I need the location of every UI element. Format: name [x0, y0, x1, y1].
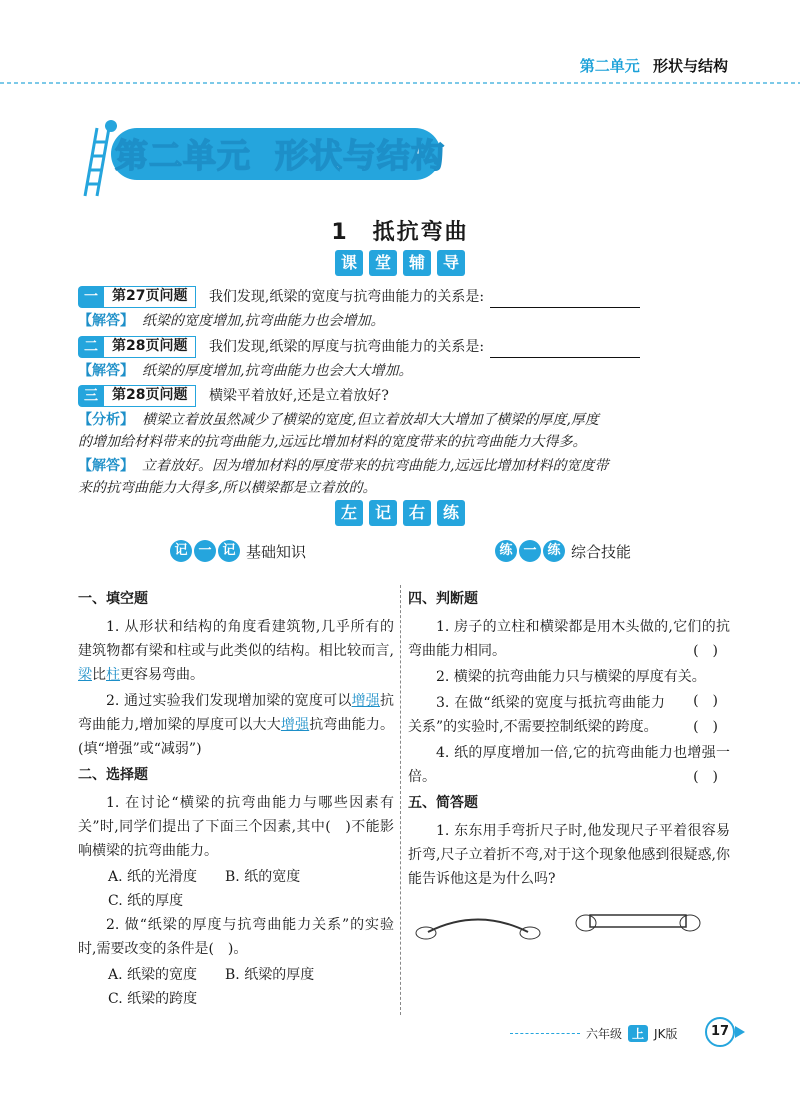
header-rule	[0, 82, 800, 84]
judge-3: 3. 在做“纸梁的宽度与抵抗弯曲能力关系”的实验时,不需要控制纸梁的跨度。 ( )	[408, 691, 730, 739]
answer-paren: ( )	[693, 769, 718, 785]
short-answer-heading: 五、简答题	[408, 795, 478, 811]
q3-analysis-tag: 【分析】	[78, 412, 134, 428]
choice-heading: 二、选择题	[78, 767, 148, 783]
q3-answer-1: 立着放好。因为增加材料的厚度带来的抗弯曲能力,远远比增加材料的宽度带	[142, 458, 609, 474]
ruler-figures	[408, 897, 730, 947]
right-section-header	[495, 540, 631, 562]
pill-char: 一	[194, 540, 216, 562]
choice-2-options-a: A. 纸梁的宽度 B. 纸梁的厚度	[108, 967, 315, 983]
short-answer-1: 1. 东东用手弯折尺子时,他发现尺子平着很容易折弯,尺子立着折不弯,对于这个现象他感到很疑惑,你能告诉他这是为什么吗?	[408, 823, 730, 887]
choice-1-options-b: C. 纸的厚度	[108, 893, 184, 909]
badge-char: 辅	[403, 250, 431, 276]
pill-char: 一	[519, 540, 541, 562]
fill-answer: 梁	[78, 667, 92, 683]
answer-paren: ( )	[693, 719, 718, 735]
running-head	[580, 55, 728, 76]
footer-term: 上	[628, 1025, 648, 1042]
q1-text: 我们发现,纸梁的宽度与抗弯曲能力的关系是:	[208, 289, 485, 305]
jiyiji-pill	[170, 540, 240, 562]
choice-2: 2. 做“纸梁的厚度与抗弯曲能力关系”的实验时,需要改变的条件是( )。	[78, 917, 394, 957]
right-section-label: 综合技能	[571, 542, 632, 561]
q3-analysis-line-2	[78, 431, 730, 453]
badge-char: 堂	[369, 250, 397, 276]
fill-in-1: 1. 从形状和结构的角度看建筑物,几乎所有的建筑物都有梁和柱或与此类似的结构。相比较而言,梁比柱更容易弯曲。	[78, 619, 394, 683]
footer	[510, 1025, 677, 1042]
q3-answer-line-2	[78, 477, 730, 499]
judge-1: 1. 房子的立柱和横梁都是用木头做的,它们的抗弯曲能力相同。 ( )	[408, 615, 730, 663]
q3-header	[78, 385, 196, 407]
fill-in-heading: 一、填空题	[78, 591, 148, 607]
q2-answer: 纸梁的厚度增加,抗弯曲能力也会大大增加。	[142, 363, 413, 379]
q3-answer-tag: 【解答】	[78, 458, 134, 474]
q1-answer-line	[78, 310, 730, 332]
answer-paren: ( )	[693, 693, 718, 709]
q3-line	[78, 385, 730, 407]
unit-banner	[75, 118, 455, 198]
q3-text: 横梁平着放好,还是立着放好?	[208, 388, 389, 404]
q1-header	[78, 286, 196, 308]
running-head-title: 形状与结构	[652, 57, 728, 75]
choice-2-options-b: C. 纸梁的跨度	[108, 991, 198, 1007]
judge-4: 4. 纸的厚度增加一倍,它的抗弯曲能力也增强一倍。 ( )	[408, 741, 730, 789]
q2-line	[78, 336, 730, 358]
q2-blank	[490, 342, 640, 358]
badge-char: 左	[335, 500, 363, 526]
footer-edition: JK版	[654, 1027, 678, 1041]
banner-title: 形状与结构	[275, 136, 445, 175]
q1-number: 一	[78, 286, 104, 308]
q2-answer-line	[78, 360, 730, 382]
right-column	[408, 585, 730, 947]
q2-header	[78, 336, 196, 358]
judge-heading: 四、判断题	[408, 591, 478, 607]
lesson-title: 1 抵抗弯曲	[331, 220, 469, 245]
q3-answer-2: 来的抗弯曲能力大得多,所以横梁都是立着放的。	[78, 480, 377, 496]
fill-answer: 增强	[280, 717, 310, 733]
q1-page: 第27页问题	[104, 286, 196, 308]
lianyilian-pill	[495, 540, 565, 562]
q1-line	[78, 286, 730, 308]
q3-analysis-line-1	[78, 409, 730, 431]
q3-number: 三	[78, 385, 104, 407]
pill-char: 记	[170, 540, 192, 562]
pill-char: 练	[543, 540, 565, 562]
q2-answer-tag: 【解答】	[78, 363, 134, 379]
ruler-upright-illustration	[568, 897, 708, 947]
column-divider	[400, 585, 401, 1015]
section-badge-zuoji	[0, 500, 800, 526]
answer-paren: ( )	[693, 643, 718, 659]
q3-analysis-2: 的增加给材料带来的抗弯曲能力,远远比增加材料的宽度带来的抗弯曲能力大得多。	[78, 434, 587, 450]
q1-answer-tag: 【解答】	[78, 313, 134, 329]
pill-char: 记	[218, 540, 240, 562]
judge-2: 2. 横梁的抗弯曲能力只与横梁的厚度有关。 ( )	[408, 665, 730, 689]
choice-1-options-a: A. 纸的光滑度 B. 纸的宽度	[108, 869, 301, 885]
q1-answer: 纸梁的宽度增加,抗弯曲能力也会增加。	[142, 313, 385, 329]
badge-char: 导	[437, 250, 465, 276]
fill-answer: 柱	[106, 667, 120, 683]
section-badge-ketang	[0, 250, 800, 276]
badge-char: 课	[335, 250, 363, 276]
left-column	[78, 585, 394, 1011]
left-section-label: 基础知识	[246, 542, 307, 561]
badge-char: 记	[369, 500, 397, 526]
fill-answer: 增强	[351, 693, 381, 709]
q3-analysis-1: 横梁立着放虽然减少了横梁的宽度,但立着放却大大增加了横梁的厚度,厚度	[142, 412, 599, 428]
ruler-bent-illustration	[408, 897, 548, 947]
q1-blank	[490, 292, 640, 308]
q2-page: 第28页问题	[104, 336, 196, 358]
q3-page: 第28页问题	[104, 385, 196, 407]
q2-text: 我们发现,纸梁的厚度与抗弯曲能力的关系是:	[208, 339, 485, 355]
fill-in-2: 2. 通过实验我们发现增加梁的宽度可以增强抗弯曲能力,增加梁的厚度可以大大增强抗弯曲能力。(填“增强”或“减弱”)	[78, 693, 395, 757]
badge-char: 右	[403, 500, 431, 526]
pill-char: 练	[495, 540, 517, 562]
left-section-header	[170, 540, 306, 562]
banner-unit: 第二单元	[115, 136, 251, 175]
running-head-unit: 第二单元	[579, 57, 640, 75]
q2-number: 二	[78, 336, 104, 358]
page-number: 17	[705, 1017, 735, 1047]
badge-char: 练	[437, 500, 465, 526]
footer-rule	[510, 1033, 580, 1034]
footer-grade: 六年级	[586, 1027, 623, 1041]
q3-answer-line-1	[78, 455, 730, 477]
choice-1: 1. 在讨论“横梁的抗弯曲能力与哪些因素有关”时,同学们提出了下面三个因素,其中( )不能影响横梁的抗弯曲能力。	[78, 795, 394, 859]
